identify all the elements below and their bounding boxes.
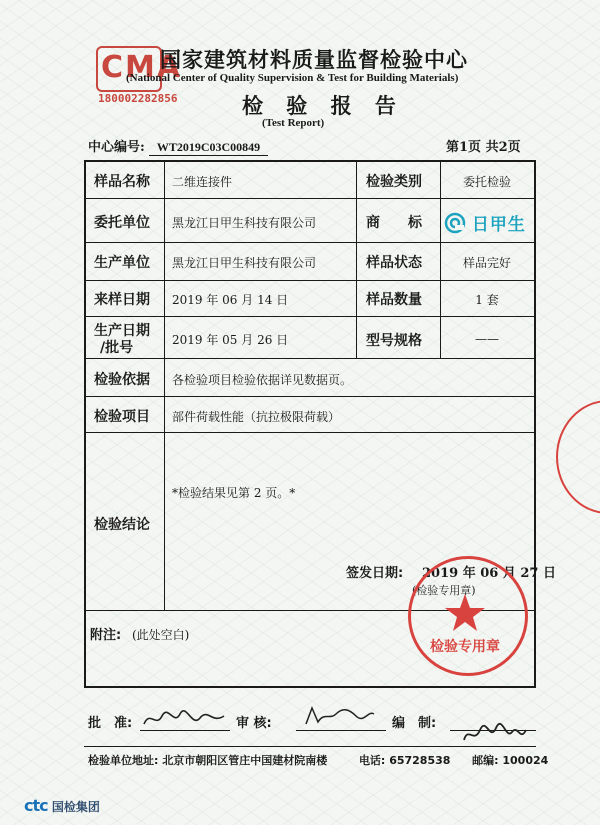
client-value: 黑龙江日甲生科技有限公司 bbox=[172, 216, 317, 230]
compile-signature bbox=[460, 720, 530, 748]
footer-logo bbox=[24, 796, 100, 815]
row-divider bbox=[86, 432, 534, 433]
compile-label: 编 制: bbox=[392, 716, 437, 731]
test-type-label: 检验类别 bbox=[366, 174, 422, 190]
postcode-value: 100024 bbox=[502, 754, 549, 767]
conclusion-label: 检验结论 bbox=[94, 517, 150, 533]
org-name-cn: 国家建筑材料质量监督检验中心 bbox=[160, 47, 468, 72]
test-type-value: 委托检验 bbox=[462, 175, 511, 189]
sample-state-value: 样品完好 bbox=[462, 256, 511, 270]
sample-name-value: 二维连接件 bbox=[172, 175, 233, 189]
row-divider bbox=[86, 242, 534, 243]
review-signature bbox=[300, 702, 380, 730]
review-label: 审 核: bbox=[236, 716, 272, 731]
approve-signature bbox=[140, 706, 230, 732]
model-label: 型号规格 bbox=[366, 333, 422, 349]
model-value: —— bbox=[475, 332, 499, 346]
center-number bbox=[88, 136, 268, 156]
sample-state-label: 样品状态 bbox=[366, 255, 422, 271]
org-name-en: (National Center of Quality Supervision & Test for Building Materials) bbox=[126, 72, 459, 84]
page-info: 第1页 共2页 bbox=[446, 140, 521, 155]
phone-label: 电话: bbox=[358, 754, 386, 767]
brand-swirl-icon bbox=[444, 212, 466, 234]
row-divider bbox=[86, 316, 534, 317]
producer-value: 黑龙江日甲生科技有限公司 bbox=[172, 256, 317, 270]
sample-qty-label: 样品数量 bbox=[366, 292, 422, 308]
items-label: 检验项目 bbox=[94, 409, 150, 425]
cma-number: 180002282856 bbox=[98, 92, 178, 105]
address-value: 北京市朝阳区管庄中国建材院南楼 bbox=[162, 754, 328, 767]
col-divider bbox=[164, 162, 165, 610]
remark-value: (此处空白) bbox=[132, 628, 190, 642]
report-title-cn: 检 验 报 告 bbox=[242, 93, 404, 118]
review-signature-line bbox=[296, 730, 386, 731]
prod-date-value: 2019 年 05 月 26 日 bbox=[172, 333, 289, 347]
postcode-label: 邮编: bbox=[472, 754, 499, 767]
row-divider bbox=[86, 198, 534, 199]
report-title-en: (Test Report) bbox=[262, 117, 325, 129]
row-divider bbox=[86, 280, 534, 281]
conclusion-value: *检验结果见第 2 页。* bbox=[172, 486, 296, 500]
items-value: 部件荷载性能（抗拉极限荷载） bbox=[172, 410, 341, 424]
seal-text: 检验专用章 bbox=[430, 639, 500, 655]
issue-date-value: 2019 年 06 月 27 日 bbox=[422, 566, 556, 581]
sample-qty-value: 1 套 bbox=[475, 293, 499, 307]
client-label: 委托单位 bbox=[94, 215, 150, 231]
arrival-date-label: 来样日期 bbox=[94, 292, 150, 308]
basis-label: 检验依据 bbox=[94, 372, 150, 388]
phone-value: 65728538 bbox=[389, 754, 451, 767]
footer-brand-name: 国检集团 bbox=[51, 800, 100, 814]
address-divider bbox=[84, 746, 536, 747]
sample-name-label: 样品名称 bbox=[94, 174, 150, 190]
issue-date-label: 签发日期: bbox=[346, 566, 404, 581]
seal-note: (检验专用章) bbox=[412, 584, 476, 597]
remark-label: 附注: bbox=[90, 628, 122, 643]
prod-date-label: 生产日期 bbox=[94, 323, 150, 339]
contact-info bbox=[88, 752, 548, 768]
batch-label: /批号 bbox=[100, 340, 134, 356]
center-number-value: WT2019C03C00849 bbox=[149, 140, 268, 156]
col-divider bbox=[356, 162, 357, 358]
partial-seal bbox=[556, 400, 600, 514]
cma-mark: CMA bbox=[101, 50, 183, 85]
ctc-logo: ctc bbox=[24, 796, 48, 815]
arrival-date-value: 2019 年 06 月 14 日 bbox=[172, 293, 289, 307]
approve-label: 批 准: bbox=[88, 716, 133, 731]
center-number-label: 中心编号: bbox=[88, 140, 145, 155]
trademark-label: 商 标 bbox=[366, 215, 422, 231]
trademark-logo bbox=[444, 210, 526, 235]
row-divider bbox=[86, 358, 534, 359]
address-label: 检验单位地址: bbox=[88, 754, 159, 767]
producer-label: 生产单位 bbox=[94, 255, 150, 271]
basis-value: 各检验项目检验依据详见数据页。 bbox=[172, 373, 353, 387]
trademark-brand: 日甲生 bbox=[471, 215, 526, 235]
row-divider bbox=[86, 396, 534, 397]
